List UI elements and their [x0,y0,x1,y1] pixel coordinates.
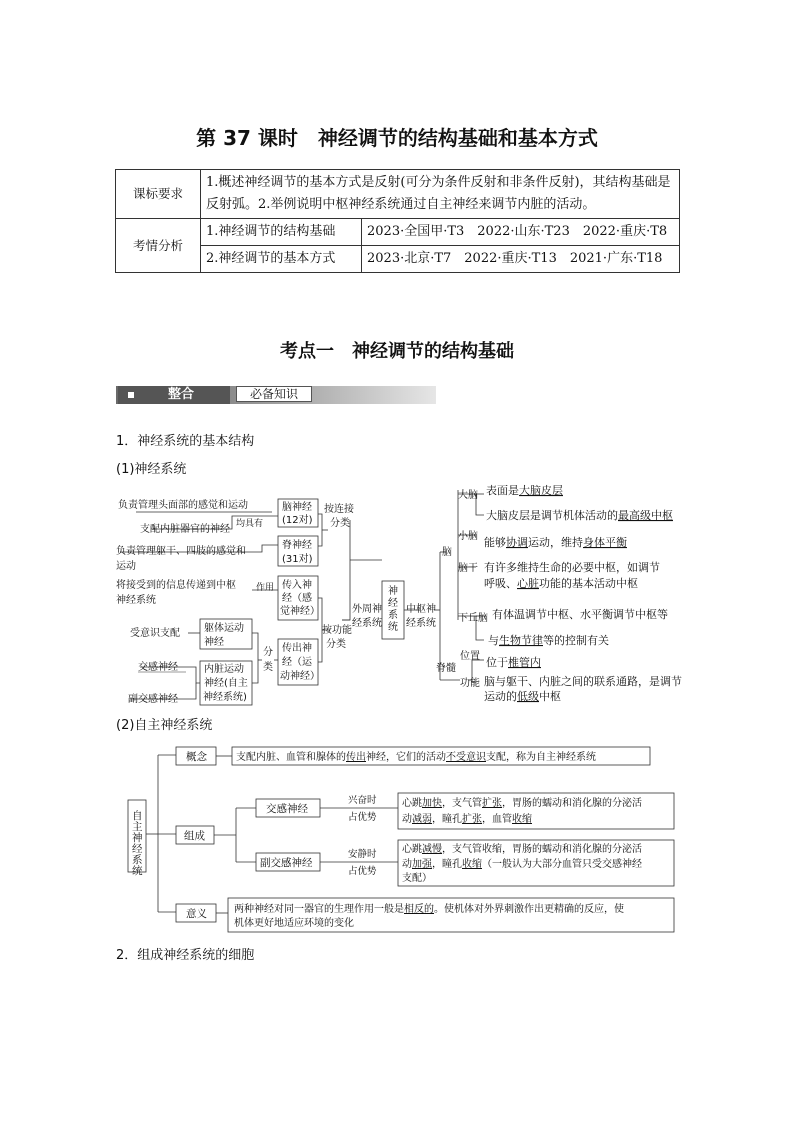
page-title: 第 37 课时 神经调节的结构基础和基本方式 [196,126,598,150]
t2-p-state2: 占优势 [348,866,377,877]
t-auto1: 内脏运动 [204,664,244,675]
t-gongneng: 功能 [460,678,480,689]
t2-concept-line: 支配内脏、血管和腺体的传出神经，它们的活动不受意识支配，称为自主神经系统 [236,752,596,763]
req-refs-1: 2023·全国甲·T3 2022·山东·T23 2022·重庆·T8 [362,219,680,246]
t-auto2: 神经(自主 [204,678,248,689]
t2-root-1: 自 [132,810,143,822]
t-brain-n1: 脑神经 [282,502,312,513]
t-zuoyong: 作用 [256,583,275,593]
req-label-standard: 课标要求 [116,170,201,219]
t2-y2: 机体更好地适应环境的变化 [234,918,354,929]
t-body2: 运动 [116,561,136,572]
t-gn1: 脑与躯干、内脏之间的联系通路，是调节 [484,675,682,688]
t2-p1: 心跳减慢，支气管收缩，胃肠的蠕动和消化腺的分泌活 [402,844,642,855]
t2-s2: 动减弱，瞳孔扩张，血管收缩 [402,814,532,825]
subheading-1: (1)神经系统 [116,462,187,477]
section-heading: 考点一 神经调节的结构基础 [280,341,514,362]
t-ng2-line: 呼吸、心脏功能的基本活动中枢 [484,577,638,590]
t-byfunc1: 按功能 [322,625,352,636]
t-cns1: 中枢神 [406,604,436,615]
t2-concept: 概念 [186,751,207,763]
t-cns2: 经系统 [406,618,436,629]
t-naogan: 脑干 [458,563,478,574]
req-label-analysis: 考情分析 [116,219,201,273]
t-eff1: 传出神 [282,643,312,654]
t-pns1: 外周神 [352,604,382,615]
t-recv1: 将接受到的信息传递到中枢 [116,580,236,591]
item-heading-1: 1．神经系统的基本结构 [116,434,255,449]
subheading-2: (2)自主神经系统 [116,718,213,733]
t-recv2: 神经系统 [116,595,156,606]
banner-dark-label: 整合 [168,387,195,402]
t-auto3: 神经系统) [203,692,247,703]
nervous-system-diagram [0,480,794,710]
t-junju: 均具有 [236,519,264,529]
t-nao: 脑 [442,547,452,558]
t-conscious: 受意识支配 [130,628,180,639]
t-bylink2: 分类 [330,518,350,529]
t-visceral: 支配内脏器官的神经 [140,524,230,535]
t-spinal-n1: 脊神经 [282,540,312,551]
t-somatic1: 躯体运动 [204,623,244,634]
t-cortex2-line: 大脑皮层是调节机体活动的最高级中枢 [486,509,673,522]
req-refs-2: 2023·北京·T7 2022·重庆·T13 2021·广东·T18 [362,246,680,273]
section-banner [116,384,436,408]
t-head: 负责管理头面部的感觉和运动 [118,500,248,511]
t2-root-4: 经 [132,843,143,855]
t-ng1: 有许多维持生命的必要中枢，如调节 [484,561,660,574]
t-pns2: 经系统 [352,618,382,629]
t-fen2: 类 [263,662,273,673]
t2-p3: 支配） [402,873,432,884]
t-xqn: 下丘脑 [458,613,488,624]
t-para: 副交感神经 [128,694,178,705]
t-xq2-line: 与生物节律等的控制有关 [488,634,609,647]
t-xiaonao: 小脑 [458,531,478,542]
t-fen1: 分 [263,647,273,658]
t2-p-state1: 安静时 [348,849,377,860]
t-jisui: 脊髓 [436,663,456,674]
item-heading-2: 2．组成神经系统的细胞 [116,948,255,963]
t-body1: 负责管理躯干、四肢的感觉和 [116,546,246,557]
req-topic-2: 2.神经调节的基本方式 [201,246,362,273]
t-ns-2: 经 [388,598,398,609]
t2-symp: 交感神经 [266,803,308,815]
t2-s-state1: 兴奋时 [348,795,377,806]
t2-s-state2: 占优势 [348,812,377,823]
t2-root-5: 系 [132,854,143,866]
banner-light-label: 必备知识 [236,386,312,402]
t2-root-6: 统 [132,865,143,877]
t-bylink1: 按连接 [324,504,354,515]
t-xn-line: 能够协调运动，维持身体平衡 [484,536,627,549]
t2-s1: 心跳加快，支气管扩张，胃肠的蠕动和消化腺的分泌活 [402,798,642,809]
t-symp: 交感神经 [138,662,178,673]
t-aff2: 经（感 [282,593,312,604]
t2-root-3: 神 [132,832,143,844]
t-cortex-line: 表面是大脑皮层 [486,484,563,497]
t2-p2: 动加强，瞳孔收缩（一般认为大部分血管只受交感神经 [402,859,642,870]
t2-para: 副交感神经 [260,857,313,869]
requirements-table [115,169,680,273]
t2-y1: 两种神经对同一器官的生理作用一般是相反的。使机体对外界刺激作出更精确的反应，使 [234,904,624,915]
req-standard-text: 1.概述神经调节的基本方式是反射(可分为条件反射和非条件反射)，其结构基础是反射弧。2.举例说明中枢神经系统通过自主神经来调节内脏的活动。 [201,170,680,219]
t-ns-1: 神 [388,586,398,597]
t-weizhi: 位置 [460,651,480,662]
t-spinal-n2: (31对) [282,554,313,565]
t2-zucheng: 组成 [184,830,205,842]
t-brain-n2: (12对) [282,515,313,526]
t-byfunc2: 分类 [326,639,346,650]
t-ns-4: 统 [388,622,398,633]
t-danao: 大脑 [458,490,478,501]
req-topic-1: 1.神经调节的结构基础 [201,219,362,246]
t2-yiyi: 意义 [186,908,207,920]
t-ns-3: 系 [388,610,398,621]
t-aff3: 觉神经） [280,606,320,617]
t-xq1: 有体温调节中枢、水平衡调节中枢等 [492,608,668,621]
t-eff3: 动神经） [280,671,320,682]
t2-root-2: 主 [132,821,143,833]
t-gn2-line: 运动的低级中枢 [484,690,561,703]
t-aff1: 传入神 [282,580,312,591]
t-wz-line: 位于椎管内 [486,656,541,669]
autonomic-system-diagram [0,738,794,938]
t-eff2: 经（运 [282,657,312,668]
t-somatic2: 神经 [204,637,224,648]
